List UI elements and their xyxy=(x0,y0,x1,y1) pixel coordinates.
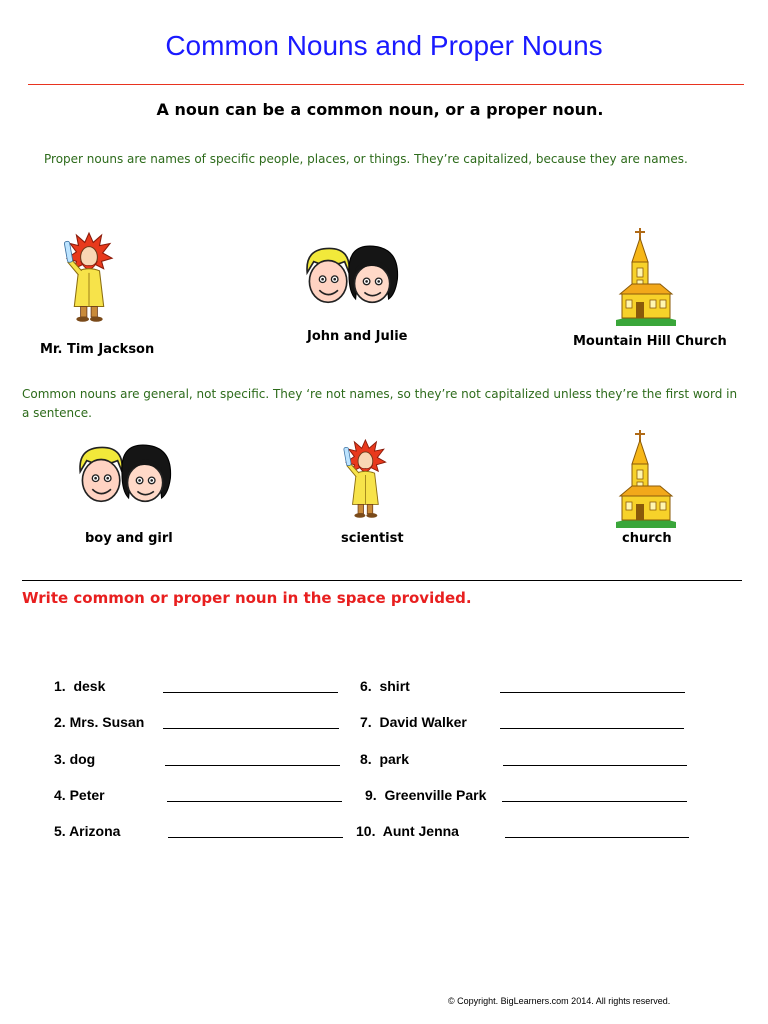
answer-blank-3[interactable] xyxy=(165,765,340,766)
answer-blank-2[interactable] xyxy=(163,728,339,729)
subtitle: A noun can be a common noun, or a proper noun. xyxy=(156,100,604,119)
exercise-item-10: 10. Aunt Jenna xyxy=(356,823,459,839)
proper-example-caption: John and Julie xyxy=(307,329,408,344)
boy-and-girl-icon xyxy=(305,244,400,314)
common-noun-definition: Common nouns are general, not specific. They ‘re not names, so they’re not capitalized unless they’re the first word in a sentence. xyxy=(22,387,738,420)
common-example-caption: scientist xyxy=(341,531,404,546)
exercise-item-4: 4. Peter xyxy=(54,787,105,803)
answer-blank-8[interactable] xyxy=(503,765,687,766)
page-title: Common Nouns and Proper Nouns xyxy=(165,30,603,61)
exercise-item-5: 5. Arizona xyxy=(54,823,121,839)
common-example-caption: boy and girl xyxy=(85,531,173,546)
answer-blank-7[interactable] xyxy=(500,728,684,729)
proper-noun-definition: Proper nouns are names of specific people, places, or things. They’re capitalized, because they are names. xyxy=(44,152,688,166)
exercise-item-3: 3. dog xyxy=(54,751,96,767)
church-icon xyxy=(616,228,676,326)
exercise-item-2: 2. Mrs. Susan xyxy=(54,714,145,730)
scientist-icon xyxy=(62,233,122,328)
section-divider xyxy=(22,580,742,581)
common-example-caption: church xyxy=(622,531,672,546)
exercise-item-6: 6. shirt xyxy=(360,678,410,694)
church-icon xyxy=(616,430,676,528)
exercise-item-9: 9. Greenville Park xyxy=(365,787,487,803)
proper-example-caption: Mr. Tim Jackson xyxy=(40,342,155,357)
answer-blank-5[interactable] xyxy=(168,837,343,838)
proper-example-caption: Mountain Hill Church xyxy=(573,334,727,349)
answer-blank-4[interactable] xyxy=(167,801,342,802)
answer-blank-1[interactable] xyxy=(163,692,338,693)
scientist-icon xyxy=(343,440,391,520)
exercise-item-7: 7. David Walker xyxy=(360,714,467,730)
instructions: Write common or proper noun in the space provided. xyxy=(22,589,472,607)
copyright-notice: © Copyright. BigLearners.com 2014. All rights reserved. xyxy=(448,996,671,1006)
answer-blank-9[interactable] xyxy=(502,801,687,802)
answer-blank-10[interactable] xyxy=(505,837,689,838)
title-divider xyxy=(28,84,744,85)
boy-and-girl-icon xyxy=(78,443,173,513)
exercise-item-1: 1. desk xyxy=(54,678,106,694)
answer-blank-6[interactable] xyxy=(500,692,685,693)
exercise-item-8: 8. park xyxy=(360,751,410,767)
